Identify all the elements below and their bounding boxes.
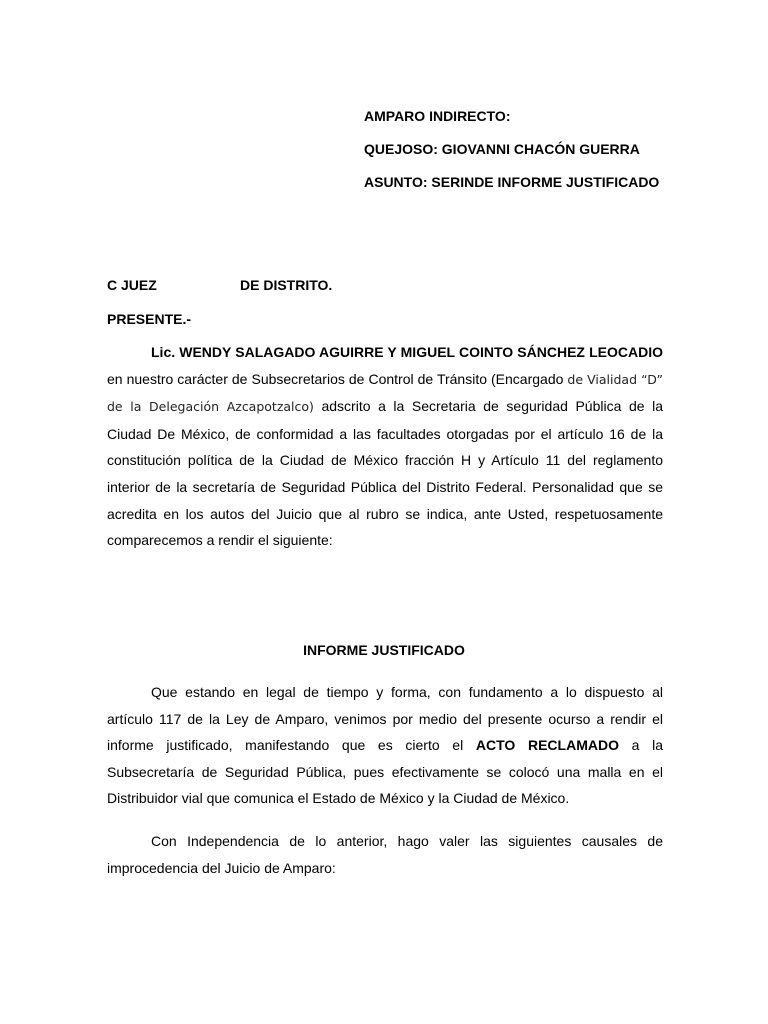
addressee-line xyxy=(107,277,332,294)
case-header xyxy=(364,108,684,207)
juez-label: C JUEZ xyxy=(107,277,157,293)
intro-text-3: adscrito a la Secretaria de seguridad Pública de la Ciudad De México, de conformidad a las facultades otorgadas por el artículo 16 de la constitución política de la Ciudad de México fracción H y Artículo 11 del reglamento interior de la secretaría de Seguridad Pública del Distrito Federal. Personalidad que se acredita en los autos del Juicio que al rubro se indica, ante Usted, respetuosamente comparecemos a rendir el siguiente: xyxy=(107,398,663,549)
asunto-line: ASUNTO: SERINDE INFORME JUSTIFICADO xyxy=(364,174,660,190)
paragraph-causales xyxy=(107,828,663,881)
paragraph-informe xyxy=(107,679,663,812)
causales-text: Con Independencia de lo anterior, hago valer las siguientes causales de improcedencia del Juicio de Amparo: xyxy=(107,833,663,876)
section-title: INFORME JUSTIFICADO xyxy=(303,642,465,658)
names-bold: Lic. WENDY SALAGADO AGUIRRE Y MIGUEL COINTO SÁNCHEZ LEOCADIO xyxy=(151,344,663,360)
amparo-line: AMPARO INDIRECTO: xyxy=(364,108,511,124)
distrito-label: DE DISTRITO. xyxy=(240,277,333,293)
paragraph-intro xyxy=(107,339,663,554)
quejoso-line: QUEJOSO: GIOVANNI CHACÓN GUERRA xyxy=(364,141,640,157)
informe-text-1: Que estando en legal de tiempo y forma, con fundamento a lo dispuesto al artículo 117 de la Ley de Amparo, venimos por medio del presente ocurso a rendir el informe justificado, manifestando que es cierto el xyxy=(107,684,663,754)
acto-reclamado-bold: ACTO RECLAMADO xyxy=(475,737,619,754)
presente-label: PRESENTE.- xyxy=(107,311,192,327)
informe-text-2: a la Subsecretaría de Seguridad Pública, pues efectivamente se colocó una malla en el Distribuidor vial que comunica el Estado de México y la Ciudad de México. xyxy=(107,737,663,807)
intro-text-1: en nuestro carácter de Subsecretarios de Control de Tránsito (Encargado xyxy=(107,370,568,387)
intro-text-2: de Vialidad “D” de la Delegación Azcapotzalco) xyxy=(107,371,663,415)
